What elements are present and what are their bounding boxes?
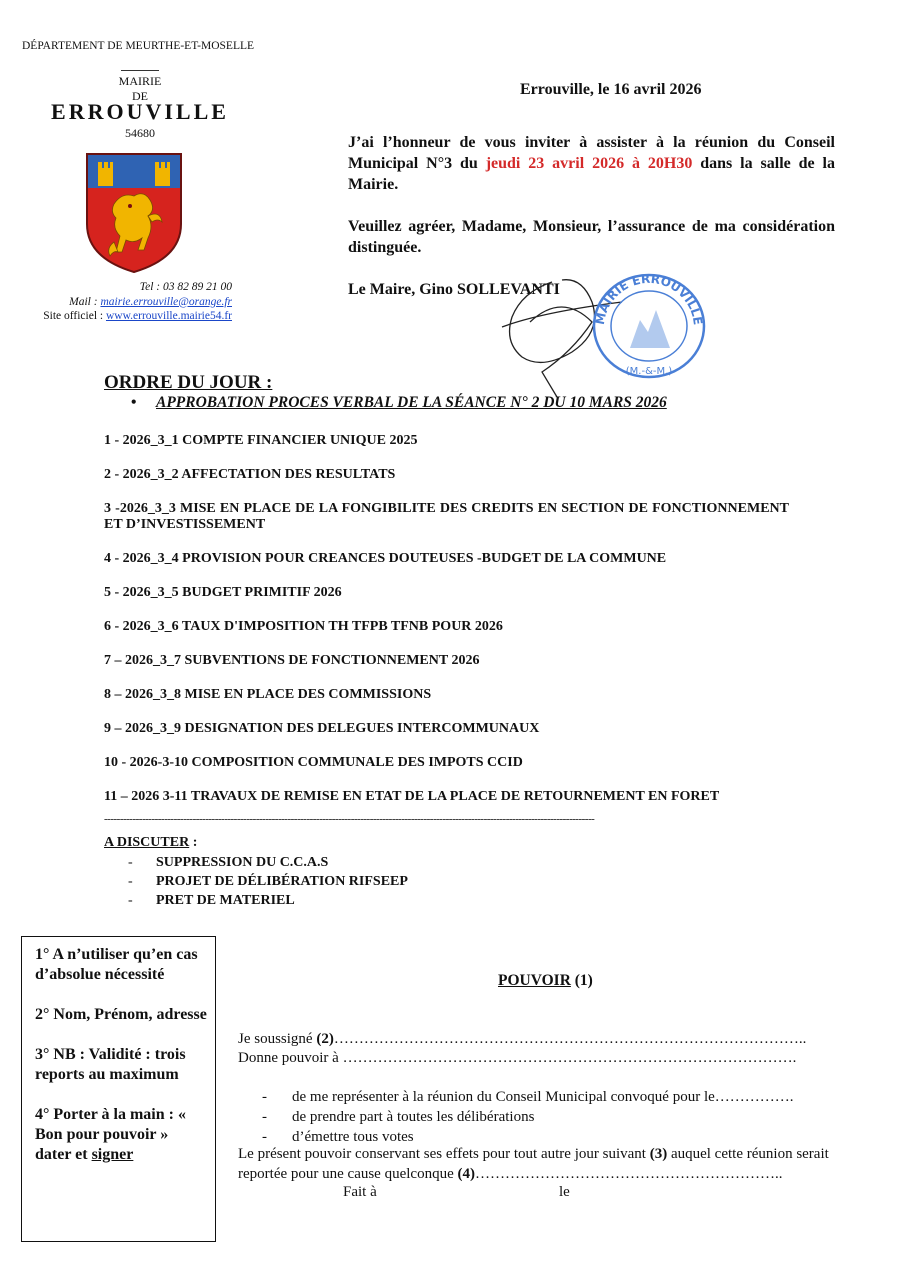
discuss-item-text: PRET DE MATERIEL [156, 893, 295, 908]
meeting-datetime: jeudi 23 avril 2026 à 20H30 [485, 155, 693, 172]
website-link[interactable]: www.errouville.mairie54.fr [105, 310, 232, 322]
pouvoir-item [262, 1107, 794, 1127]
phone-number: Tel : 03 82 89 21 00 [139, 281, 232, 293]
soussigne-field[interactable]: ………………………………………………………………………………….. [333, 1031, 807, 1047]
pouvoir-list [262, 1087, 794, 1147]
dashed-separator: ----------------------------------------------------------------------------------------------------------------------------------------------------------- [104, 813, 595, 825]
stamp-top-text: MAIRIE ERROUVILLE [592, 271, 705, 326]
pouvoir-validity-text [238, 1144, 853, 1184]
pouvoir-heading [498, 972, 593, 990]
agenda-item: 6 - 2026_3_6 TAUX D'IMPOSITION TH TFPB TFNB POUR 2026 [104, 619, 503, 634]
mail-label: Mail : [69, 295, 98, 308]
pouvoir-ref: (1) [570, 972, 593, 989]
agenda-item: 5 - 2026_3_5 BUDGET PRIMITIF 2026 [104, 585, 342, 600]
regards-paragraph: Veuillez agréer, Madame, Monsieur, l’assurance de ma considération distinguée. [348, 218, 835, 256]
discuss-heading [104, 835, 197, 851]
agenda-item: 10 - 2026-3-10 COMPOSITION COMMUNALE DES IMPOTS CCID [104, 755, 523, 770]
stamp-bottom-text: (M.-&-M.) [625, 366, 673, 377]
pouvoir-title: POUVOIR [498, 972, 571, 989]
note-2: 2° Nom, Prénom, adresse [35, 1006, 207, 1023]
email-link[interactable]: mairie.errouville@orange.fr [100, 295, 232, 308]
note-4 [35, 1105, 207, 1165]
dash-marker: - [262, 1109, 267, 1125]
agenda-item: 1 - 2026_3_1 COMPTE FINANCIER UNIQUE 2025 [104, 433, 418, 448]
validity-ref-4: (4) [457, 1166, 475, 1182]
discuss-list [128, 853, 408, 910]
letter-date: Errouville, le 16 avril 2026 [520, 81, 702, 98]
invitation-text: J’ai l’honneur de vous inviter à assister à la réunion du Conseil Municipal N°3 du [348, 134, 835, 172]
notes-box [21, 936, 216, 1242]
mail-line [20, 295, 232, 310]
soussigne-ref: (2) [316, 1031, 334, 1047]
pouvoir-item-text: d’émettre tous votes [292, 1129, 414, 1145]
pouvoir-item-text: de me représenter à la réunion du Conseil Municipal convoqué pour le……………. [292, 1089, 794, 1105]
postal-code: 54680 [125, 126, 155, 140]
agenda-item: 8 – 2026_3_8 MISE EN PLACE DES COMMISSIONS [104, 687, 432, 702]
date-field[interactable]: le [559, 1184, 570, 1200]
agenda-item: 9 – 2026_3_9 DESIGNATION DES DELEGUES INTERCOMMUNAUX [104, 721, 540, 736]
coat-of-arms-icon [84, 152, 184, 274]
de-label: DE [132, 89, 148, 103]
contact-block [20, 280, 232, 324]
site-label: Site officiel : [43, 310, 104, 322]
note-1: 1° A n’utiliser qu’en cas d’absolue nécessité [35, 946, 198, 983]
fait-a-field[interactable]: Fait à [343, 1184, 377, 1200]
town-name: ERROUVILLE [51, 99, 229, 124]
agenda-item: 3 -2026_3_3 MISE EN PLACE DE LA FONGIBILITE DES CREDITS EN SECTION DE FONCTIONNEMENT ET D’INVESTISSEMENT [104, 501, 789, 532]
bullet-icon: • [131, 394, 137, 411]
official-stamp [590, 270, 708, 380]
discuss-item-text: PROJET DE DÉLIBÉRATION RIFSEEP [156, 874, 408, 889]
validity-ref-3: (3) [649, 1146, 668, 1162]
note-3: 3° NB : Validité : trois reports au maximum [35, 1046, 186, 1083]
dash-marker: - [128, 874, 133, 889]
soussigne-line[interactable] [238, 1031, 806, 1048]
discuss-item-text: SUPPRESSION DU C.C.A.S [156, 855, 329, 870]
donne-label: Donne pouvoir à [238, 1050, 343, 1066]
discuss-title: A DISCUTER [104, 835, 190, 850]
agenda-item: 7 – 2026_3_7 SUBVENTIONS DE FONCTIONNEMENT 2026 [104, 653, 480, 668]
invitation-location: dans la salle de la Mairie. [348, 155, 836, 193]
agenda-item: 2 - 2026_3_2 AFFECTATION DES RESULTATS [104, 467, 396, 482]
soussigne-label: Je soussigné [238, 1031, 317, 1047]
validity-text-2: auquel cette réunion serait reportée pour une cause quelconque [238, 1146, 829, 1182]
agenda-approval [131, 394, 667, 412]
site-line [20, 309, 232, 324]
mairie-label: MAIRIE [118, 74, 162, 88]
agenda-item: 4 - 2026_3_4 PROVISION POUR CREANCES DOUTEUSES -BUDGET DE LA COMMUNE [104, 551, 667, 566]
svg-text:MAIRIE ERROUVILLE [593, 272, 705, 326]
invitation-paragraph [348, 132, 835, 195]
discuss-colon: : [189, 835, 198, 850]
discuss-item [128, 853, 408, 872]
approval-text: APPROBATION PROCES VERBAL DE LA SÉANCE N° 2 DU 10 MARS 2026 [156, 394, 667, 411]
department-header: DÉPARTEMENT DE MEURTHE-ET-MOSELLE [22, 40, 255, 52]
note-4-sign: signer [91, 1146, 134, 1163]
donne-pouvoir-line[interactable] [238, 1050, 796, 1067]
note-4-text: 4° Porter à la main : « Bon pour pouvoir » dater et [35, 1106, 186, 1163]
discuss-item [128, 872, 408, 891]
agenda-item: 11 – 2026 3-11 TRAVAUX DE REMISE EN ETAT DE LA PLACE DE RETOURNEMENT EN FORET [104, 789, 720, 804]
pouvoir-item-text: de prendre part à toutes les délibérations [292, 1109, 535, 1125]
dash-marker: - [128, 855, 133, 870]
agenda-title: ORDRE DU JOUR : [104, 372, 273, 393]
validity-text-1: Le présent pouvoir conservant ses effets pour tout autre jour suivant [238, 1146, 650, 1162]
heading-divider [121, 70, 159, 71]
discuss-item [128, 891, 408, 910]
donne-field[interactable]: ………………………………………………………………………………. [342, 1050, 797, 1066]
agenda-list [104, 433, 789, 823]
signatory-name: Le Maire, Gino SOLLEVANTI [348, 281, 560, 298]
pouvoir-item [262, 1087, 794, 1107]
dash-marker: - [128, 893, 133, 908]
dash-marker: - [262, 1129, 267, 1145]
validity-field[interactable]: …………………………………………………….. [475, 1166, 783, 1182]
dash-marker: - [262, 1089, 267, 1105]
